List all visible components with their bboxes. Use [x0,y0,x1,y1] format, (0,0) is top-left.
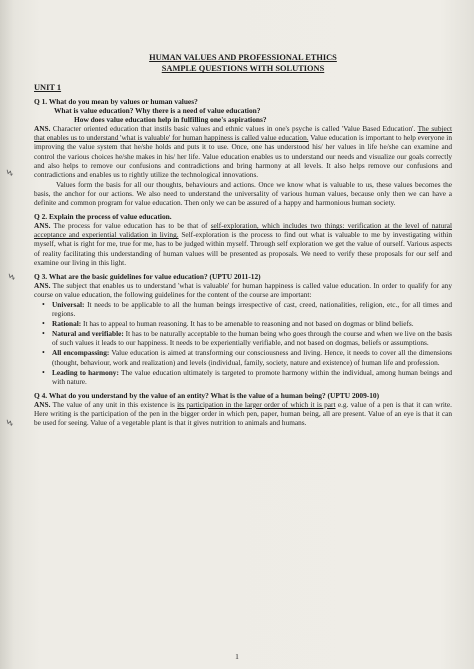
pen-mark-icon: ↯ [4,416,17,431]
list-item-term: Natural and verifiable: [52,329,124,339]
pen-mark-icon: ↯ [6,270,19,285]
list-item-text: It has to be naturally acceptable to the human being who goes through the course and when we live on the basis of such values it leads to our happiness. It needs to be experientially verifiable, and not based on dogmas, beliefs or assumptions. [52,329,452,348]
answer-label: ANS. [34,124,51,134]
question-1-heading [34,97,452,124]
list-item [52,300,452,318]
underlined-text: self-exploration, which includes two things: verification at the level of natural acceptance and experiential validation in living. [34,221,452,240]
answer-1-paragraph-1 [34,124,452,179]
unit-heading: UNIT 1 [34,83,62,92]
answer-text: e.g. value of a pen is that it can write. Here writing is the participation of the pen in the bigger order in which pen, paper, human being, all are present. Value of an eye is that it can be used for seeing. Value of a vegetable plant is that it gives nutrition to animals and humans. [34,399,452,428]
list-item-text: The value education ultimately is targeted to promote harmony within the individual, among human beings and with nature. [52,367,452,386]
guidelines-list [34,300,452,386]
list-item [52,368,452,386]
underlined-text: The subject that enables us to understand 'what is valuable' for human happiness is called value education. [34,124,453,143]
underlined-text: its participation in the larger order of which it is part [177,399,336,409]
answer-text: The process for value education has to be that of [53,221,211,231]
answer-text: Self-exploration is the process to find out what is valuable to me by investigating within myself, what is right for me, true for me, has to be judged within myself. Through self exploration we get the value of ourself. Various aspects of reality facilitating this understanding of human values will be presented as proposals. We need to verify these proposals for our self and examine our living in this light. [34,230,452,267]
answer-text: The subject that enables us to understand 'what is valuable' for human happiness is called value education. In order to qualify for any course on value education, the following guidelines for the content of the course are important: [34,280,452,299]
list-item-text: It has to appeal to human reasoning. It has to be amenable to reasoning and not based on dogmas or blind beliefs. [83,319,414,329]
list-item [52,348,452,366]
question-3-heading: Q 3. What are the basic guidelines for value education? (UPTU 2011-12) [34,271,261,281]
answer-label: ANS. [34,280,51,290]
answer-2-paragraph [34,221,452,266]
answer-text: Value education is important to help everyone in improving the value system that he/she holds and puts it to use. Once, one has understood his/ her values in life he/she can examine and control the various choices he/she makes in his/ her life. Value education enables us to understand our needs and visualize our goals correctly and also helps to remove our confusions and contradictions and bring harmony at all levels. It also helps remove our confusions and contradictions and enables us to rightly utilize the technological innovations. [34,133,452,179]
list-item-term: Rational: [52,319,82,329]
page-number: 1 [235,652,239,661]
answer-4-paragraph [34,400,452,427]
list-item-term: Leading to harmony: [52,367,119,377]
list-item [52,329,452,347]
list-item [52,319,452,328]
list-item-term: All encompassing: [52,348,110,358]
answer-text: Character oriented education that instils basic values and ethnic values in one's psyche is called 'Value Based Education'. [52,124,418,134]
list-item-term: Universal: [52,299,85,309]
answer-3-intro [34,281,452,299]
question-4-heading: Q 4. What do you understand by the value of an entity? What is the value of a human being? (UPTU 2009-10) [34,390,380,400]
document-title: HUMAN VALUES AND PROFESSIONAL ETHICS [149,53,337,62]
answer-text: The value of any unit in this existence is [52,399,178,409]
question-2-heading: Q 2. Explain the process of value education. [34,212,172,222]
pen-mark-icon: ↯ [4,166,17,181]
list-item-text: Value education is aimed at transforming our consciousness and living. Hence, it needs to cover all the dimensions (thought, behaviour, work and realization) and levels (individual, family, society, nature and existence) of human life and profession. [52,348,453,367]
question-1-line-3: How does value education help in fulfilling one's aspirations? [74,115,267,125]
answer-label: ANS. [34,221,51,231]
answer-1-paragraph-2: Values form the basis for all our thoughts, behaviours and actions. Once we know what is valuable to us, these values becomes the basis, the anchor for our actions. We also need to understand the universality of various human values, because only then we can have a definite and common program for value education. Then only we can be assured of a happy and harmonious human society. [34,179,452,208]
answer-label: ANS. [34,399,51,409]
question-1-line-2: What is value education? Why there is a need of value education? [54,106,261,116]
list-item-text: It needs to be applicable to all the human beings irrespective of cast, creed, nationalities, religion, etc., for all times and regions. [52,299,452,319]
document-subtitle: SAMPLE QUESTIONS WITH SOLUTIONS [161,64,325,73]
question-1-line-1: Q 1. What do you mean by values or human values? [34,97,198,106]
